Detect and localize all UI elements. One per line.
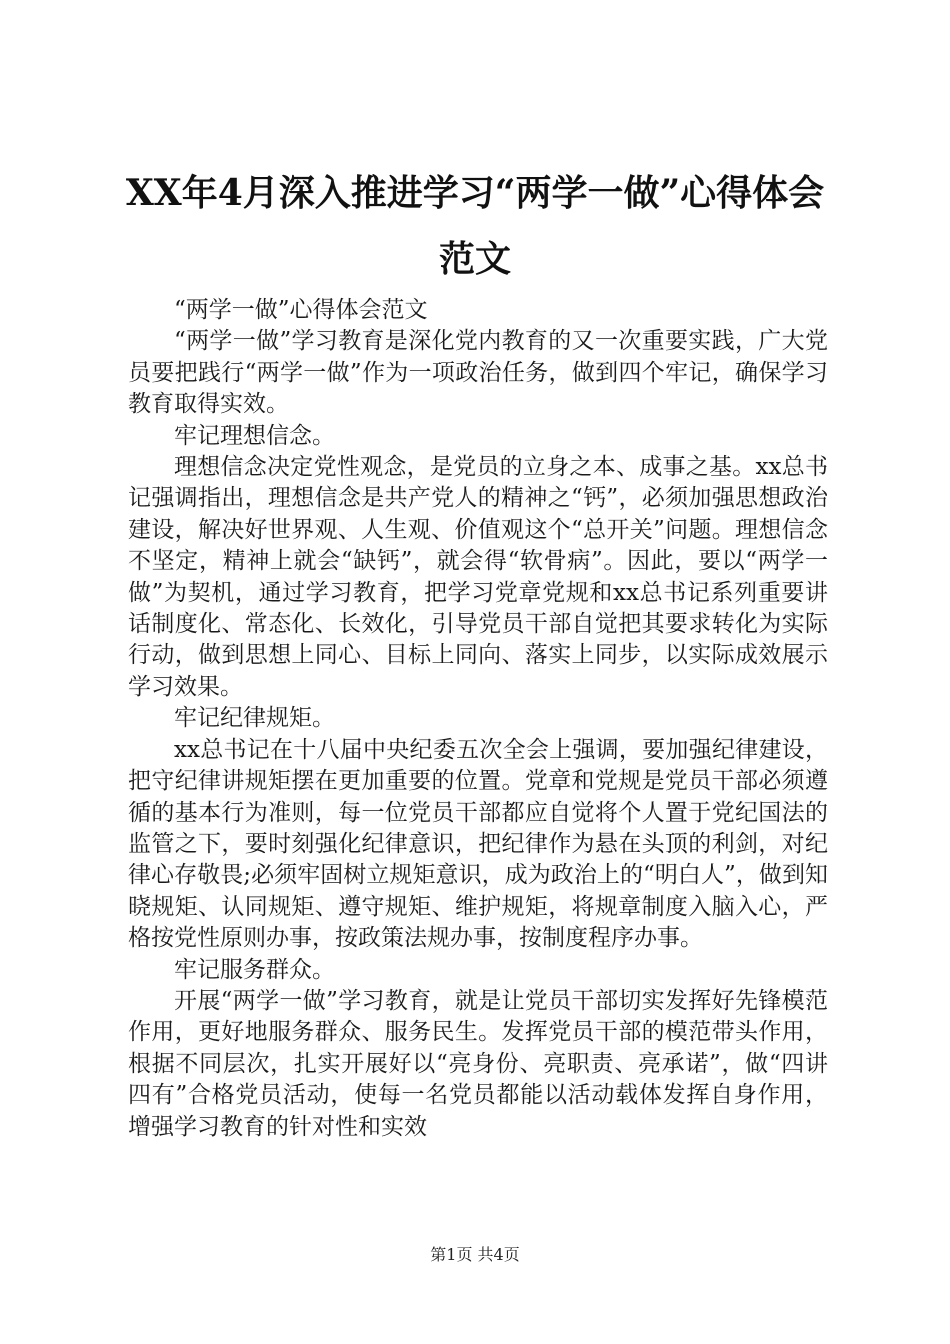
section-heading-service: 牢记服务群众。 [174,956,335,983]
paragraph-ideals: 理想信念决定党性观念，是党员的立身之本、成事之基。xx总书记强调指出，理想信念是共产党人的精神之“钙”，必须加强思想政治建设，解决好世界观、人生观、价值观这个“总开关”问题。理想信念不坚定，精神上就会“缺钙”，就会得“软骨病”。因此，要以“两学一做”为契机，通过学习教育，把学习党章党规和xx总书记系列重要讲话制度化、常态化、长效化，引导党员干部自觉把其要求转化为实际行动，做到思想上同心、目标上同向、落实上同步，以实际成效展示学习效果。 [128,454,828,700]
paragraph-discipline: xx总书记在十八届中央纪委五次全会上强调，要加强纪律建设，把守纪律讲规矩摆在更加重要的位置。党章和党规是党员干部必须遵循的基本行为准则，每一位党员干部都应自觉将个人置于党纪国法的监管之下，要时刻强化纪律意识，把纪律作为悬在头顶的利剑，对纪律心存敬畏;必须牢固树立规矩意识，成为政治上的“明白人”，做到知晓规矩、认同规矩、遵守规矩、维护规矩，将规章制度入脑入心，严格按党性原则办事，按政策法规办事，按制度程序办事。 [128,736,828,952]
paragraph-intro: “两学一做”学习教育是深化党内教育的又一次重要实践，广大党员要把践行“两学一做”作为一项政治任务，做到四个牢记，确保学习教育取得实效。 [128,328,828,418]
paragraph-service: 开展“两学一做”学习教育，就是让党员干部切实发挥好先锋模范作用，更好地服务群众、服务民生。发挥党员干部的模范带头作用，根据不同层次，扎实开展好以“亮身份、亮职责、亮承诺”，做“四讲四有”合格党员活动，使每一名党员都能以活动载体发挥自身作用，增强学习教育的针对性和实效 [128,987,828,1140]
document-title: XX年4月深入推进学习“两学一做”心得体会范文 [125,172,825,280]
page-number-footer: 第1页 共4页 [430,1245,520,1264]
paragraph-subtitle: “两学一做”心得体会范文 [174,297,428,323]
section-heading-ideals: 牢记理想信念。 [174,422,335,449]
section-heading-discipline: 牢记纪律规矩。 [174,705,335,732]
document-body [128,295,828,1143]
